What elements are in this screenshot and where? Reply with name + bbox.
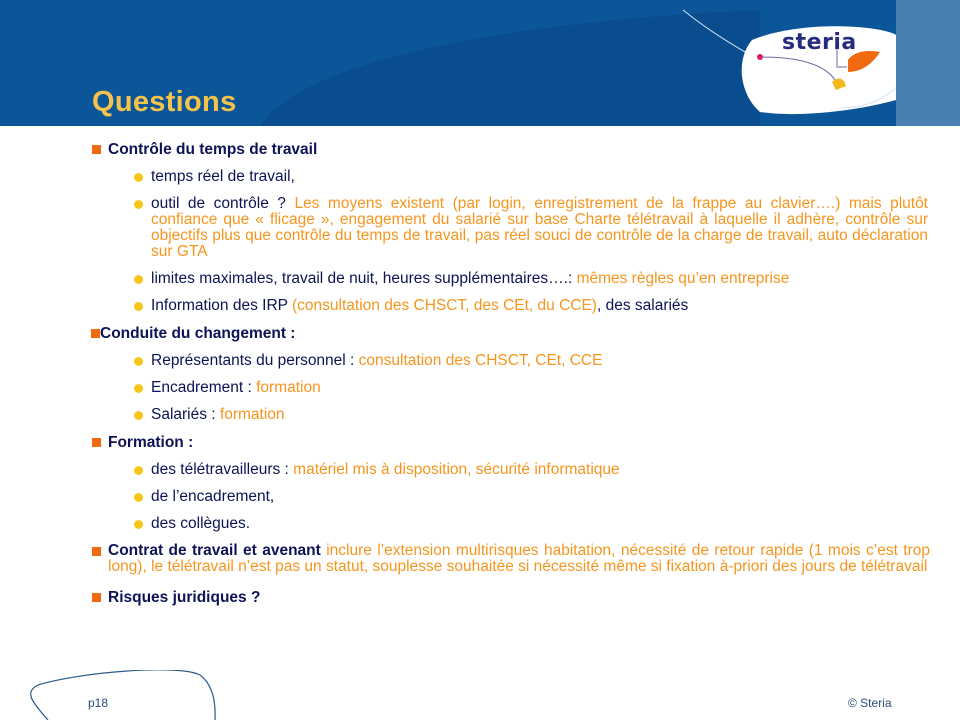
section-heading-controle: Contrôle du temps de travail <box>90 141 930 159</box>
page-number: p18 <box>88 696 109 710</box>
dot-bullet-icon <box>134 302 143 311</box>
slide-title: Questions <box>92 86 237 118</box>
header-right-band <box>896 0 960 126</box>
footer-curve-decoration <box>0 670 260 720</box>
list-item: limites maximales, travail de nuit, heures supplémentaires….: mêmes règles qu’en entreprise <box>151 271 928 287</box>
dot-bullet-icon <box>134 384 143 393</box>
section-heading-risques: Risques juridiques ? <box>90 589 930 607</box>
list-item: Information des IRP (consultation des CHSCT, des CEt, du CCE), des salariés <box>151 298 928 314</box>
list-item: des télétravailleurs : matériel mis à disposition, sécurité informatique <box>151 462 928 478</box>
section-heading-conduite: Conduite du changement : <box>90 325 930 343</box>
list-item: outil de contrôle ? Les moyens existent (par login, enregistrement de la frappe au clavier….) mais plutôt confiance que « flicage », engagement du salarié sur base Charte télétravail à laquelle il adhère, contrôle sur objectifs plus que contrôle du temps de travail, pas réel souci de contrôle de la charge de travail, auto déclaration sur GTA <box>151 196 928 260</box>
list-item: Encadrement : formation <box>151 380 928 396</box>
dot-bullet-icon <box>134 200 143 209</box>
square-bullet-icon <box>92 438 101 447</box>
slide-content <box>90 141 930 617</box>
dot-bullet-icon <box>134 411 143 420</box>
dot-bullet-icon <box>134 493 143 502</box>
copyright-text: © Steria <box>848 696 892 710</box>
list-item: Salariés : formation <box>151 407 928 423</box>
steria-logo-text: steria <box>782 30 857 55</box>
list-item: des collègues. <box>151 516 928 532</box>
dot-bullet-icon <box>134 520 143 529</box>
section-contrat: Contrat de travail et avenant inclure l’extension multirisques habitation, nécessité de retour rapide (1 mois c’est trop long), le télétravail n’est pas un statut, souplesse souhaitée si nécessité même si fixation à-priori des jours de télétravail <box>90 543 930 575</box>
square-bullet-icon <box>91 329 100 338</box>
square-bullet-icon <box>92 593 101 602</box>
list-item: de l’encadrement, <box>151 489 928 505</box>
dot-bullet-icon <box>134 357 143 366</box>
slide-header <box>0 0 960 126</box>
dot-bullet-icon <box>134 173 143 182</box>
list-item: Représentants du personnel : consultation des CHSCT, CEt, CCE <box>151 353 928 369</box>
dot-bullet-icon <box>134 275 143 284</box>
section-heading-formation: Formation : <box>90 434 930 452</box>
square-bullet-icon <box>92 145 101 154</box>
square-bullet-icon <box>92 547 101 556</box>
list-item: temps réel de travail, <box>151 169 928 185</box>
dot-bullet-icon <box>134 466 143 475</box>
